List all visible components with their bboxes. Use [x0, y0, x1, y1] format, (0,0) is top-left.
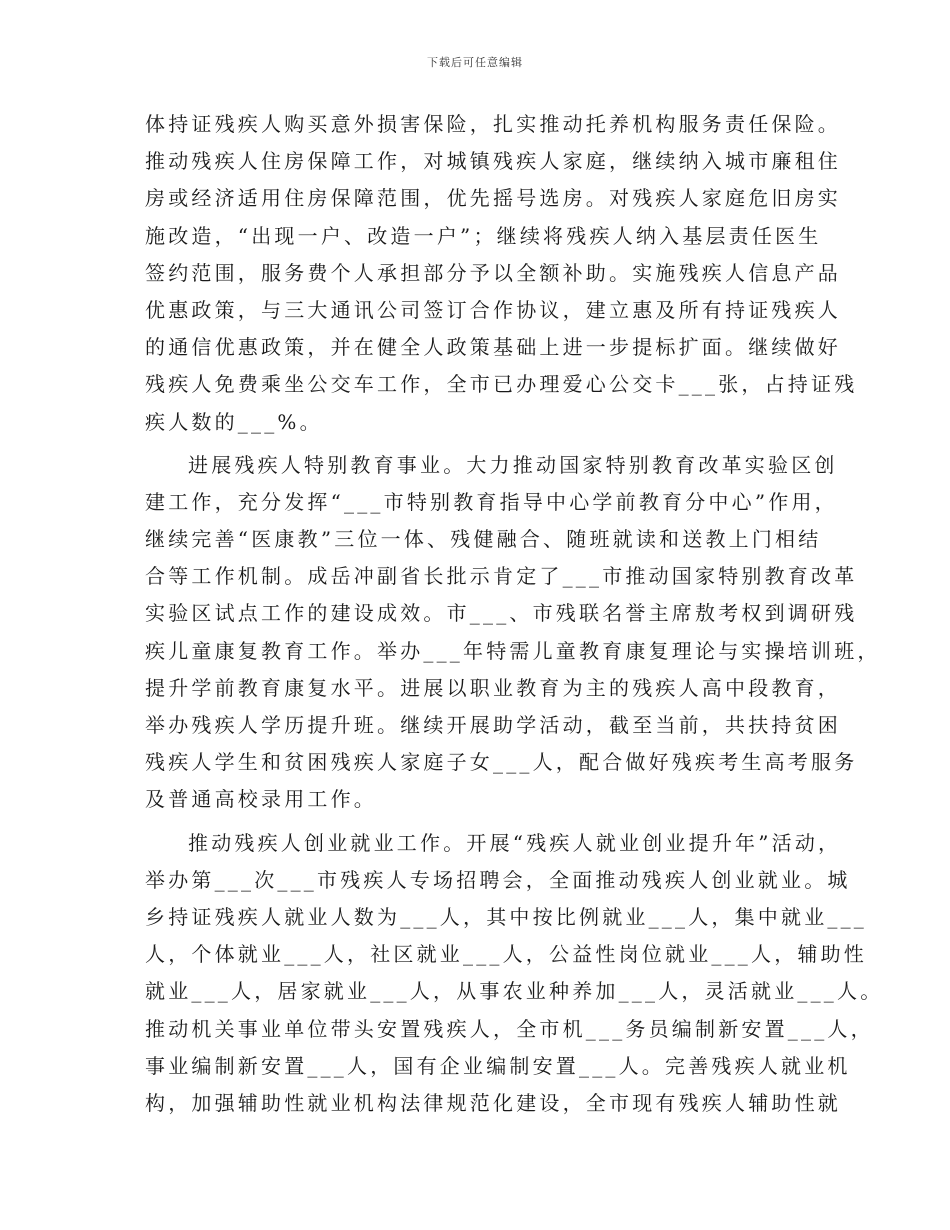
text-line: 继续完善“医康教”三位一体、残健融合、随班就读和送教上门相结: [145, 527, 822, 552]
paragraph-special-education: [145, 447, 881, 819]
text-line: 举办第___次___市残疾人专场招聘会，全面推动残疾人创业就业。城: [145, 867, 851, 892]
text-line: 乡持证残疾人就业人数为___人，其中按比例就业___人，集中就业___: [145, 904, 867, 929]
text-line: 就业___人，居家就业___人，从事农业种养加___人，灵活就业___人。: [145, 979, 884, 1004]
text-line: 签约范围，服务费个人承担部分予以全额补助。实施残疾人信息产品: [145, 260, 841, 285]
text-line: 疾儿童康复教育工作。举办___年特需儿童教育康复理论与实操培训班，: [145, 638, 881, 663]
text-line: 残疾人免费乘坐公交车工作，全市已办理爱心公交卡___张，占持证残: [145, 372, 858, 397]
text-line: 残疾人学生和贫困残疾人家庭子女___人，配合做好残疾考生高考服务: [145, 750, 858, 775]
text-line: 及普通高校录用工作。: [145, 787, 377, 812]
text-line: 合等工作机制。成岳冲副省长批示肯定了___市推动国家特别教育改革: [145, 564, 858, 589]
text-line: 房或经济适用住房保障范围，优先摇号选房。对残疾人家庭危旧房实: [145, 186, 841, 211]
paragraph-employment: [145, 825, 884, 1123]
text-line: 建工作，充分发挥“___市特别教育指导中心学前教育分中心”作用，: [145, 489, 838, 514]
text-line: 提升学前教育康复水平。进展以职业教育为主的残疾人高中段教育，: [145, 675, 841, 700]
text-line: 体持证残疾人购买意外损害保险，扎实推动托养机构服务责任保险。: [145, 112, 841, 136]
text-line: 推动机关事业单位带头安置残疾人，全市机___务员编制新安置___人，: [145, 1016, 874, 1041]
document-body: [145, 106, 884, 1128]
text-line: 的通信优惠政策，并在健全人政策基础上进一步提标扩面。继续做好: [145, 335, 841, 360]
text-line: 优惠政策，与三大通讯公司签订合作协议，建立惠及所有持证残疾人: [145, 297, 841, 322]
text-line: 事业编制新安置___人，国有企业编制安置___人。完善残疾人就业机: [145, 1053, 851, 1078]
text-line: 疾人数的___%。: [145, 409, 323, 434]
text-line: 推动残疾人住房保障工作，对城镇残疾人家庭，继续纳入城市廉租住: [145, 149, 841, 174]
text-line: 推动残疾人创业就业工作。开展“残疾人就业创业提升年”活动，: [188, 830, 842, 855]
text-line: 实验区试点工作的建设成效。市___、市残联名誉主席敖考权到调研残: [145, 601, 858, 626]
text-line: 构，加强辅助性就业机构法律规范化建设，全市现有残疾人辅助性就: [145, 1090, 841, 1115]
header-note: 下载后可任意编辑: [427, 56, 523, 69]
text-line: 人，个体就业___人，社区就业___人，公益性岗位就业___人，辅助性: [145, 942, 867, 967]
paragraph-insurance-housing: [145, 106, 858, 441]
text-line: 举办残疾人学历提升班。继续开展助学活动，截至当前，共扶持贫困: [145, 713, 841, 737]
text-line: 施改造，“出现一户、改造一户”；继续将残疾人纳入基层责任医生: [145, 223, 822, 248]
text-line: 进展残疾人特别教育事业。大力推动国家特别教育改革实验区创: [188, 452, 838, 477]
